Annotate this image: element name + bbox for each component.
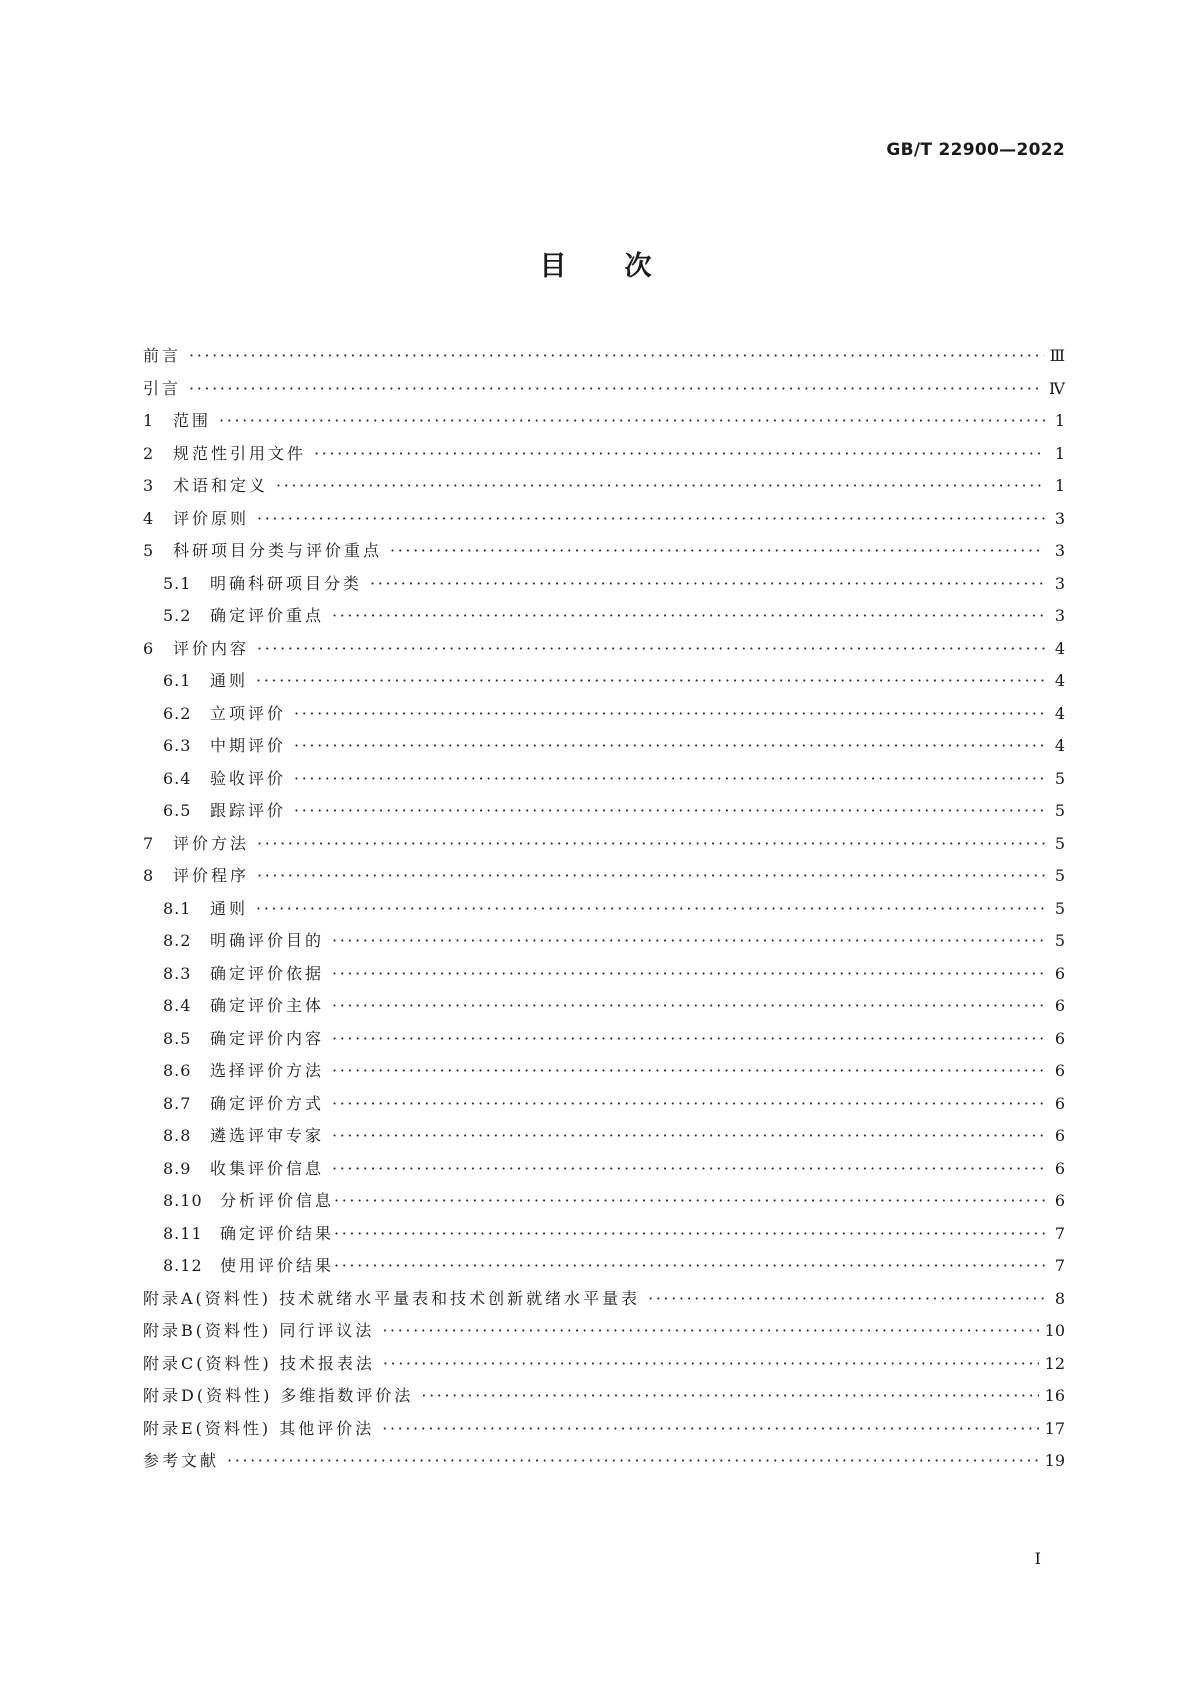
toc-page-number: 19: [1044, 1451, 1065, 1470]
toc-number: 8.7: [163, 1093, 192, 1113]
toc-page-number: 6: [1054, 1158, 1065, 1178]
dot-leader: [256, 893, 1045, 926]
toc-page-number: Ⅲ: [1049, 346, 1065, 365]
toc-entry-6-2[interactable]: [143, 698, 1065, 731]
toc-page-number: 8: [1054, 1288, 1065, 1308]
toc-entry-introduction[interactable]: [143, 373, 1065, 406]
dot-leader: [390, 535, 1045, 568]
toc-entry-5[interactable]: [143, 535, 1065, 568]
toc-number: 4: [143, 508, 155, 528]
dot-leader: [276, 470, 1045, 503]
toc-label: 通则: [210, 898, 249, 918]
dot-leader: [257, 503, 1045, 536]
toc-label: 参考文献: [143, 1451, 220, 1470]
toc-page-number: 4: [1054, 638, 1065, 658]
toc-label: 附录A(资料性) 技术就绪水平量表和技术创新就绪水平量表: [143, 1288, 641, 1308]
toc-label: 评价内容: [173, 638, 250, 658]
toc-label: 中期评价: [210, 736, 287, 755]
toc-label: 确定评价方式: [210, 1093, 325, 1113]
toc-entry-8-10[interactable]: [143, 1185, 1065, 1218]
toc-page-number: 6: [1054, 1061, 1065, 1080]
toc-label: 附录C(资料性) 技术报表法: [143, 1353, 375, 1373]
toc-label: 选择评价方法: [210, 1061, 325, 1080]
toc-label: 分析评价信息: [220, 1191, 335, 1210]
toc-page-number: 1: [1054, 476, 1065, 495]
toc-number: 1: [143, 411, 155, 430]
toc-label: 评价方法: [173, 833, 250, 853]
toc-number: 8.2: [163, 931, 192, 950]
toc-entry-8-12[interactable]: [143, 1250, 1065, 1283]
toc-page-number: 3: [1054, 508, 1065, 528]
toc-entry-6-5[interactable]: [143, 795, 1065, 828]
dot-leader: [294, 763, 1045, 796]
toc-page-number: 10: [1044, 1321, 1065, 1340]
toc-page-number: 6: [1054, 1126, 1065, 1145]
dot-leader: [332, 990, 1045, 1023]
toc-entry-annex-c[interactable]: [143, 1348, 1065, 1381]
toc-entry-6-1[interactable]: [143, 665, 1065, 698]
toc-page-number: 7: [1054, 1223, 1065, 1243]
toc-number: 8.4: [163, 996, 192, 1015]
toc-entry-8-4[interactable]: [143, 990, 1065, 1023]
dot-leader: [294, 698, 1045, 731]
toc-label: 遴选评审专家: [210, 1126, 325, 1145]
dot-leader: [332, 1153, 1045, 1186]
dot-leader: [332, 600, 1045, 633]
toc-label: 规范性引用文件: [173, 443, 307, 463]
toc-page-number: 16: [1044, 1386, 1065, 1405]
dot-leader: [648, 1283, 1045, 1316]
toc-label: 评价程序: [173, 866, 250, 885]
toc-entry-references[interactable]: [143, 1445, 1065, 1478]
toc-entry-annex-e[interactable]: [143, 1413, 1065, 1446]
toc-label: 范围: [173, 411, 212, 430]
dot-leader: [332, 1023, 1045, 1056]
toc-entry-annex-b[interactable]: [143, 1315, 1065, 1348]
footer-page-number: I: [1034, 1549, 1041, 1568]
toc-number: 8: [143, 866, 155, 885]
dot-leader: [332, 925, 1045, 958]
toc-page-number: 5: [1054, 801, 1065, 820]
toc-label: 附录B(资料性) 同行评议法: [143, 1321, 375, 1340]
toc-label: 确定评价依据: [210, 963, 325, 983]
dot-leader: [332, 1055, 1045, 1088]
toc-entry-6-4[interactable]: [143, 763, 1065, 796]
toc-entry-8-8[interactable]: [143, 1120, 1065, 1153]
toc-entry-6-3[interactable]: [143, 730, 1065, 763]
dot-leader: [382, 1413, 1038, 1446]
toc-page-number: 4: [1054, 671, 1065, 690]
table-of-contents: [143, 340, 1065, 1478]
dot-leader: [219, 405, 1045, 438]
toc-number: 8.9: [163, 1158, 192, 1178]
toc-page-number: 7: [1054, 1256, 1065, 1275]
dot-leader: [332, 958, 1045, 991]
toc-number: 5.1: [163, 573, 192, 593]
toc-entry-8-6[interactable]: [143, 1055, 1065, 1088]
toc-page-number: 5: [1054, 931, 1065, 950]
dot-leader: [334, 1250, 1045, 1283]
toc-label: 引言: [143, 378, 182, 398]
toc-page-number: 6: [1054, 963, 1065, 983]
toc-number: 5: [143, 541, 155, 560]
toc-number: 8.1: [163, 898, 192, 918]
toc-entry-foreword[interactable]: [143, 340, 1065, 373]
toc-label: 前言: [143, 346, 182, 365]
toc-entry-8-7[interactable]: [143, 1088, 1065, 1121]
toc-page-number: 1: [1054, 443, 1065, 463]
dot-leader: [383, 1348, 1039, 1381]
dot-leader: [189, 340, 1044, 373]
toc-page-number: 12: [1044, 1353, 1065, 1373]
toc-entry-5-1[interactable]: [143, 568, 1065, 601]
dot-leader: [227, 1445, 1039, 1478]
dot-leader: [382, 1315, 1038, 1348]
dot-leader: [189, 373, 1043, 406]
toc-entry-1[interactable]: [143, 405, 1065, 438]
toc-entry-7[interactable]: [143, 828, 1065, 861]
toc-number: 3: [143, 476, 155, 495]
toc-entry-8-1[interactable]: [143, 893, 1065, 926]
toc-entry-8-5[interactable]: [143, 1023, 1065, 1056]
toc-number: 8.12: [163, 1256, 203, 1275]
dot-leader: [256, 665, 1045, 698]
dot-leader: [314, 438, 1045, 471]
toc-page-number: 17: [1044, 1418, 1065, 1438]
toc-entry-6[interactable]: [143, 633, 1065, 666]
toc-label: 收集评价信息: [210, 1158, 325, 1178]
toc-number: 6.3: [163, 736, 192, 755]
toc-page-number: 6: [1054, 1028, 1065, 1048]
dot-leader: [334, 1218, 1045, 1251]
toc-label: 评价原则: [173, 508, 250, 528]
toc-entry-3[interactable]: [143, 470, 1065, 503]
dot-leader: [332, 1088, 1045, 1121]
toc-page-number: 1: [1054, 411, 1065, 430]
toc-number: 8.10: [163, 1191, 203, 1210]
toc-number: 6: [143, 638, 155, 658]
toc-label: 立项评价: [210, 703, 287, 723]
toc-label: 确定评价重点: [210, 606, 325, 625]
toc-page-number: 6: [1054, 996, 1065, 1015]
toc-label: 明确科研项目分类: [210, 573, 363, 593]
toc-label: 科研项目分类与评价重点: [173, 541, 383, 560]
dot-leader: [294, 730, 1045, 763]
toc-label: 使用评价结果: [220, 1256, 335, 1275]
toc-page-number: 6: [1054, 1093, 1065, 1113]
dot-leader: [294, 795, 1045, 828]
toc-entry-8[interactable]: [143, 860, 1065, 893]
dot-leader: [257, 633, 1045, 666]
toc-entry-2[interactable]: [143, 438, 1065, 471]
toc-number: 8.5: [163, 1028, 192, 1048]
toc-entry-8-3[interactable]: [143, 958, 1065, 991]
toc-label: 附录D(资料性) 多维指数评价法: [143, 1386, 414, 1405]
toc-number: 6.5: [163, 801, 192, 820]
page-title: 目次: [539, 251, 710, 282]
toc-entry-annex-d[interactable]: [143, 1380, 1065, 1413]
toc-number: 6.1: [163, 671, 192, 690]
toc-number: 8.11: [163, 1223, 203, 1243]
toc-number: 8.6: [163, 1061, 192, 1080]
toc-page-number: Ⅳ: [1049, 378, 1065, 398]
dot-leader: [334, 1185, 1045, 1218]
toc-page-number: 3: [1054, 606, 1065, 625]
dot-leader: [421, 1380, 1038, 1413]
toc-entry-annex-a[interactable]: [143, 1283, 1065, 1316]
toc-entry-8-2[interactable]: [143, 925, 1065, 958]
toc-label: 通则: [210, 671, 249, 690]
toc-page-number: 3: [1054, 541, 1065, 560]
toc-number: 6.4: [163, 768, 192, 788]
toc-page-number: 5: [1054, 768, 1065, 788]
toc-page-number: 4: [1054, 703, 1065, 723]
toc-label: 明确评价目的: [210, 931, 325, 950]
toc-label: 确定评价内容: [210, 1028, 325, 1048]
dot-leader: [332, 1120, 1045, 1153]
toc-entry-4[interactable]: [143, 503, 1065, 536]
toc-entry-8-11[interactable]: [143, 1218, 1065, 1251]
toc-number: 5.2: [163, 606, 192, 625]
toc-page-number: 5: [1054, 866, 1065, 885]
toc-page-number: 4: [1054, 736, 1065, 755]
toc-label: 跟踪评价: [210, 801, 287, 820]
toc-entry-8-9[interactable]: [143, 1153, 1065, 1186]
toc-number: 6.2: [163, 703, 192, 723]
toc-number: 8.8: [163, 1126, 192, 1145]
toc-label: 确定评价结果: [220, 1223, 335, 1243]
dot-leader: [370, 568, 1045, 601]
toc-number: 2: [143, 443, 155, 463]
toc-page-number: 6: [1054, 1191, 1065, 1210]
toc-page-number: 5: [1054, 898, 1065, 918]
toc-number: 8.3: [163, 963, 192, 983]
toc-label: 术语和定义: [173, 476, 269, 495]
dot-leader: [257, 860, 1045, 893]
toc-label: 验收评价: [210, 768, 287, 788]
toc-label: 确定评价主体: [210, 996, 325, 1015]
toc-number: 7: [143, 833, 155, 853]
toc-label: 附录E(资料性) 其他评价法: [143, 1418, 375, 1438]
dot-leader: [257, 828, 1045, 861]
toc-entry-5-2[interactable]: [143, 600, 1065, 633]
toc-page-number: 3: [1054, 573, 1065, 593]
standard-code: GB/T 22900—2022: [886, 140, 1065, 160]
toc-page-number: 5: [1054, 833, 1065, 853]
